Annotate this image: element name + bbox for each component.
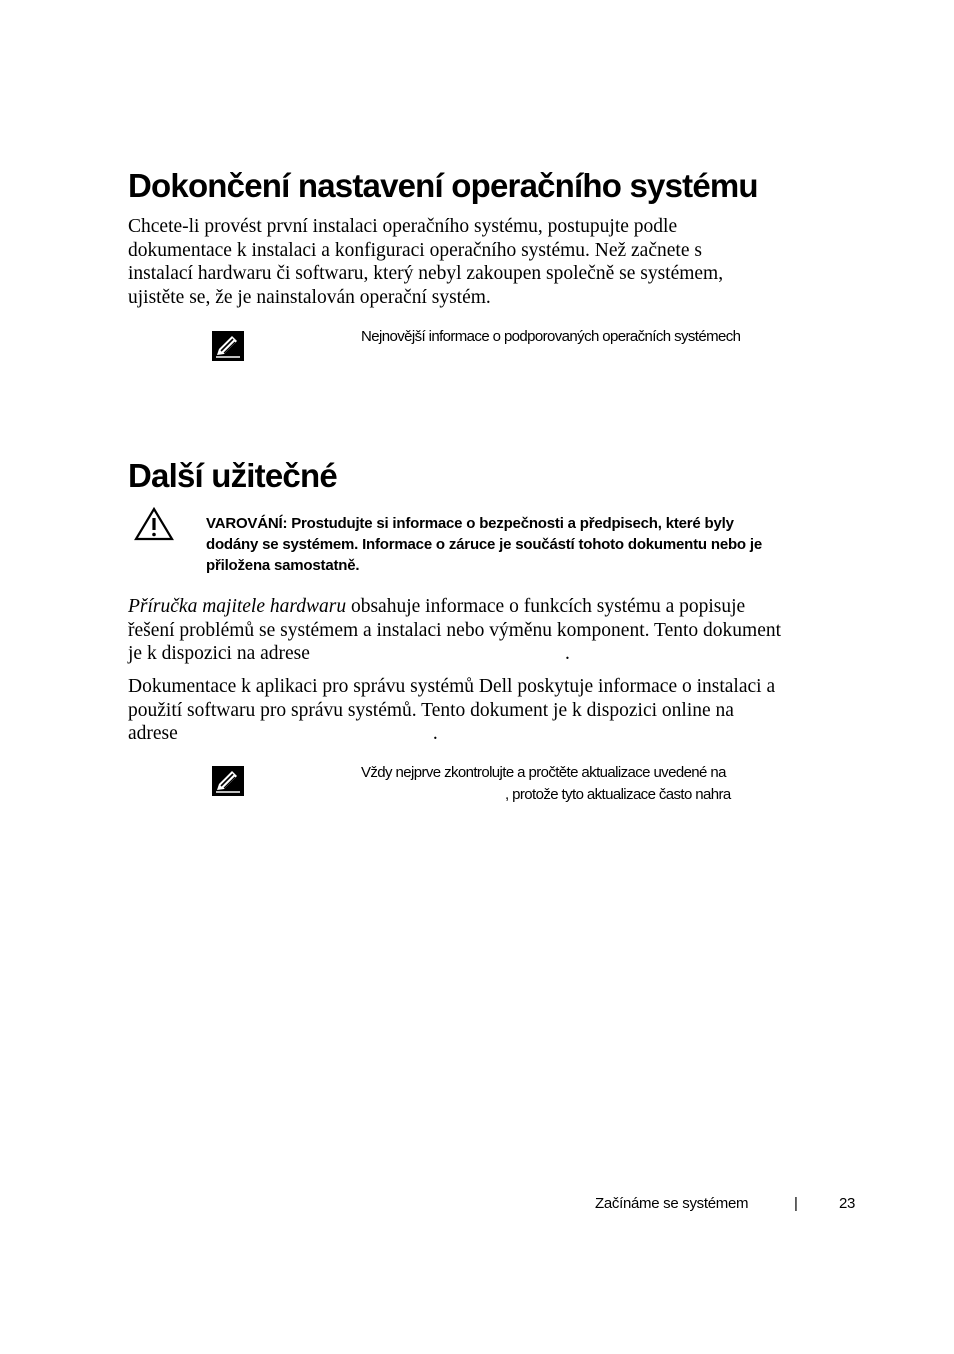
warning-line: VAROVÁNÍ: Prostudujte si informace o bezpečnosti a předpisech, které byly <box>206 515 734 532</box>
paragraph-line: instalací hardwaru či softwaru, který nebyl zakoupen společně se systémem, <box>128 263 724 284</box>
paragraph-line: adrese . <box>128 723 438 744</box>
management-docs-paragraph <box>128 675 775 746</box>
hardware-manual-paragraph <box>128 595 781 666</box>
warning-line: dodány se systémem. Informace o záruce je součástí tohoto dokumentu nebo je <box>206 536 762 553</box>
note-text: , protože tyto aktualizace často nahra <box>505 786 731 803</box>
paragraph-line: Dokumentace k aplikaci pro správu systémů Dell poskytuje informace o instalaci a <box>128 676 776 697</box>
warning-triangle-icon <box>133 506 175 542</box>
paragraph-line: dokumentace k instalaci a konfiguraci operačního systému. Než začnete s <box>128 239 702 261</box>
warning-text <box>206 513 762 576</box>
note-pencil-icon <box>212 331 244 361</box>
section-heading-useful-info: Další užitečné <box>128 457 337 494</box>
paragraph-line: použití softwaru pro správu systémů. Tento dokument je k dispozici online na <box>128 699 734 721</box>
os-setup-paragraph <box>128 215 723 309</box>
note-text: Nejnovější informace o podporovaných operačních systémech <box>361 328 741 345</box>
warning-line: přiložena samostatně. <box>206 557 360 574</box>
paragraph-line: řešení problémů se systémem a instalaci nebo výměnu komponent. Tento dokument <box>128 619 782 641</box>
section-heading-os-setup: Dokončení nastavení operačního systému <box>128 167 758 204</box>
paragraph-line: je k dispozici na adrese . <box>128 643 570 664</box>
note-pencil-icon <box>212 766 244 796</box>
paragraph-line: Chcete-li provést první instalaci operačního systému, postupujte podle <box>128 216 678 237</box>
page-number: 23 <box>839 1195 856 1212</box>
footer-separator: | <box>794 1195 798 1212</box>
paragraph-line: ujistěte se, že je nainstalován operační systém. <box>128 286 491 308</box>
footer-section-title: Začínáme se systémem <box>595 1195 749 1212</box>
paragraph-line: Příručka majitele hardwaru obsahuje informace o funkcích systému a popisuje <box>128 596 746 617</box>
hardware-manual-title: Příručka majitele hardwaru <box>128 596 347 617</box>
note-text: Vždy nejprve zkontrolujte a pročtěte aktualizace uvedené na <box>361 764 726 781</box>
